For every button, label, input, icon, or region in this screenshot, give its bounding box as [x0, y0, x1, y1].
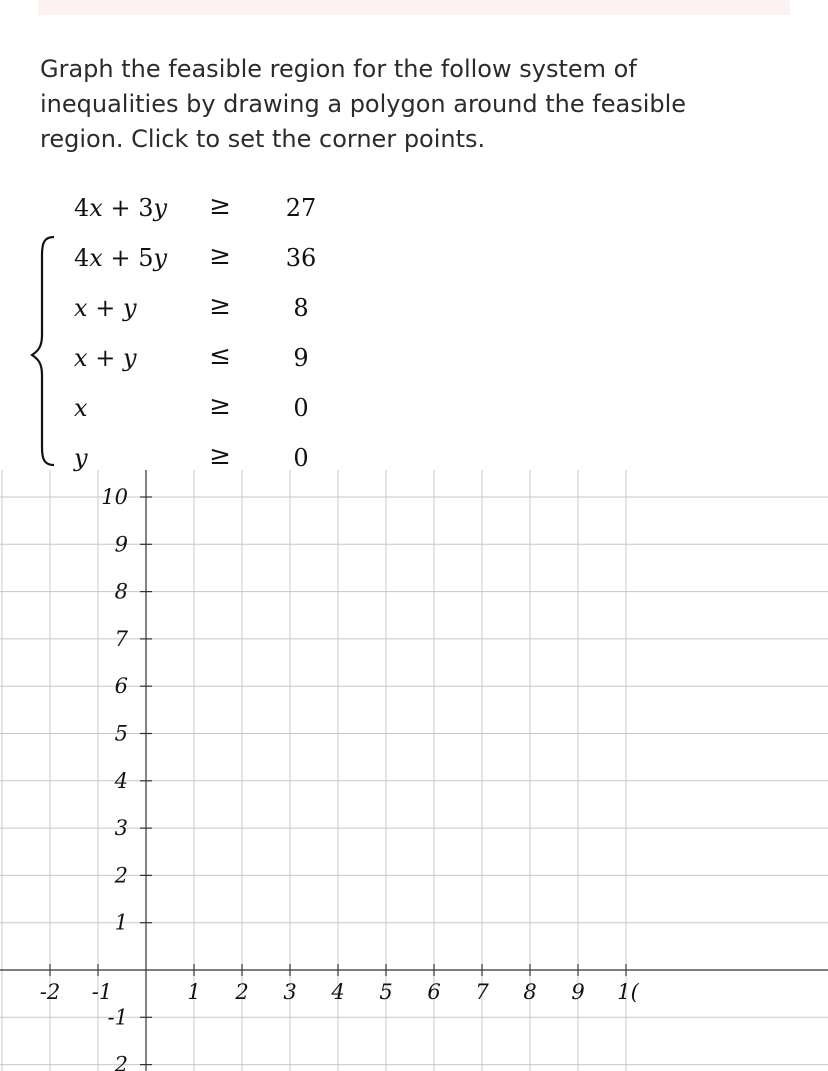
inequality-operator: ≥ — [209, 391, 231, 421]
top-banner — [38, 0, 790, 15]
coordinate-graph[interactable] — [0, 470, 828, 1071]
inequality-rhs: 27 — [285, 194, 317, 222]
inequality-row-2 — [30, 235, 350, 285]
inequality-rhs: 8 — [293, 294, 309, 322]
inequality-system — [30, 185, 350, 475]
inequality-rhs: 36 — [285, 244, 317, 272]
x-tick-label: 7 — [475, 980, 489, 1004]
inequality-row-1 — [30, 185, 350, 235]
y-tick-label: 8 — [114, 579, 128, 604]
y-tick-label: 2 — [114, 1052, 128, 1071]
y-tick-label: 9 — [114, 532, 128, 557]
x-axis-tick-labels — [40, 980, 640, 1004]
y-tick-label: 1 — [114, 910, 128, 935]
inequality-row-3 — [30, 285, 350, 335]
inequality-lhs: x + y — [74, 294, 137, 322]
inequality-operator: ≥ — [209, 441, 231, 471]
x-tick-label: 3 — [283, 980, 297, 1004]
prompt-line-2: inequalities by drawing a polygon around the feasible — [40, 90, 687, 118]
x-tick-label: 5 — [379, 980, 393, 1004]
inequality-lhs: 4x + 5y — [74, 244, 168, 272]
x-tick-label: -2 — [39, 980, 61, 1004]
y-tick-label: 5 — [114, 721, 128, 746]
inequality-lhs: y — [74, 444, 88, 472]
x-tick-label: 9 — [571, 980, 585, 1004]
x-tick-label: 6 — [427, 980, 441, 1004]
y-tick-label: 10 — [101, 485, 128, 509]
x-tick-label: 8 — [523, 980, 537, 1004]
inequality-row-4 — [30, 335, 350, 385]
prompt-line-3: region. Click to set the corner points. — [40, 125, 486, 153]
inequality-lhs: x + y — [74, 344, 137, 372]
inequality-operator: ≤ — [209, 341, 231, 371]
prompt-line-1: Graph the feasible region for the follow system of — [40, 55, 637, 83]
question-prompt — [40, 52, 800, 157]
x-tick-label: 1( — [617, 980, 639, 1004]
y-tick-label: 2 — [114, 863, 128, 888]
inequality-rhs: 9 — [293, 344, 309, 372]
x-tick-label: 2 — [235, 980, 249, 1004]
inequality-row-5 — [30, 385, 350, 435]
inequality-rhs: 0 — [293, 394, 309, 422]
y-tick-label: 3 — [114, 816, 128, 841]
x-tick-label: -1 — [91, 980, 113, 1004]
inequality-rhs: 0 — [293, 444, 309, 472]
y-tick-label: -1 — [107, 1005, 128, 1030]
y-tick-label: 6 — [114, 674, 128, 699]
x-tick-label: 4 — [331, 980, 345, 1004]
inequality-lhs: x — [74, 394, 88, 422]
inequality-operator: ≥ — [209, 241, 231, 271]
y-tick-label: 7 — [114, 626, 128, 651]
y-tick-label: 4 — [114, 768, 128, 793]
x-tick-label: 1 — [187, 980, 201, 1004]
inequality-lhs: 4x + 3y — [74, 194, 168, 222]
inequality-operator: ≥ — [209, 191, 231, 221]
inequality-operator: ≥ — [209, 291, 231, 321]
